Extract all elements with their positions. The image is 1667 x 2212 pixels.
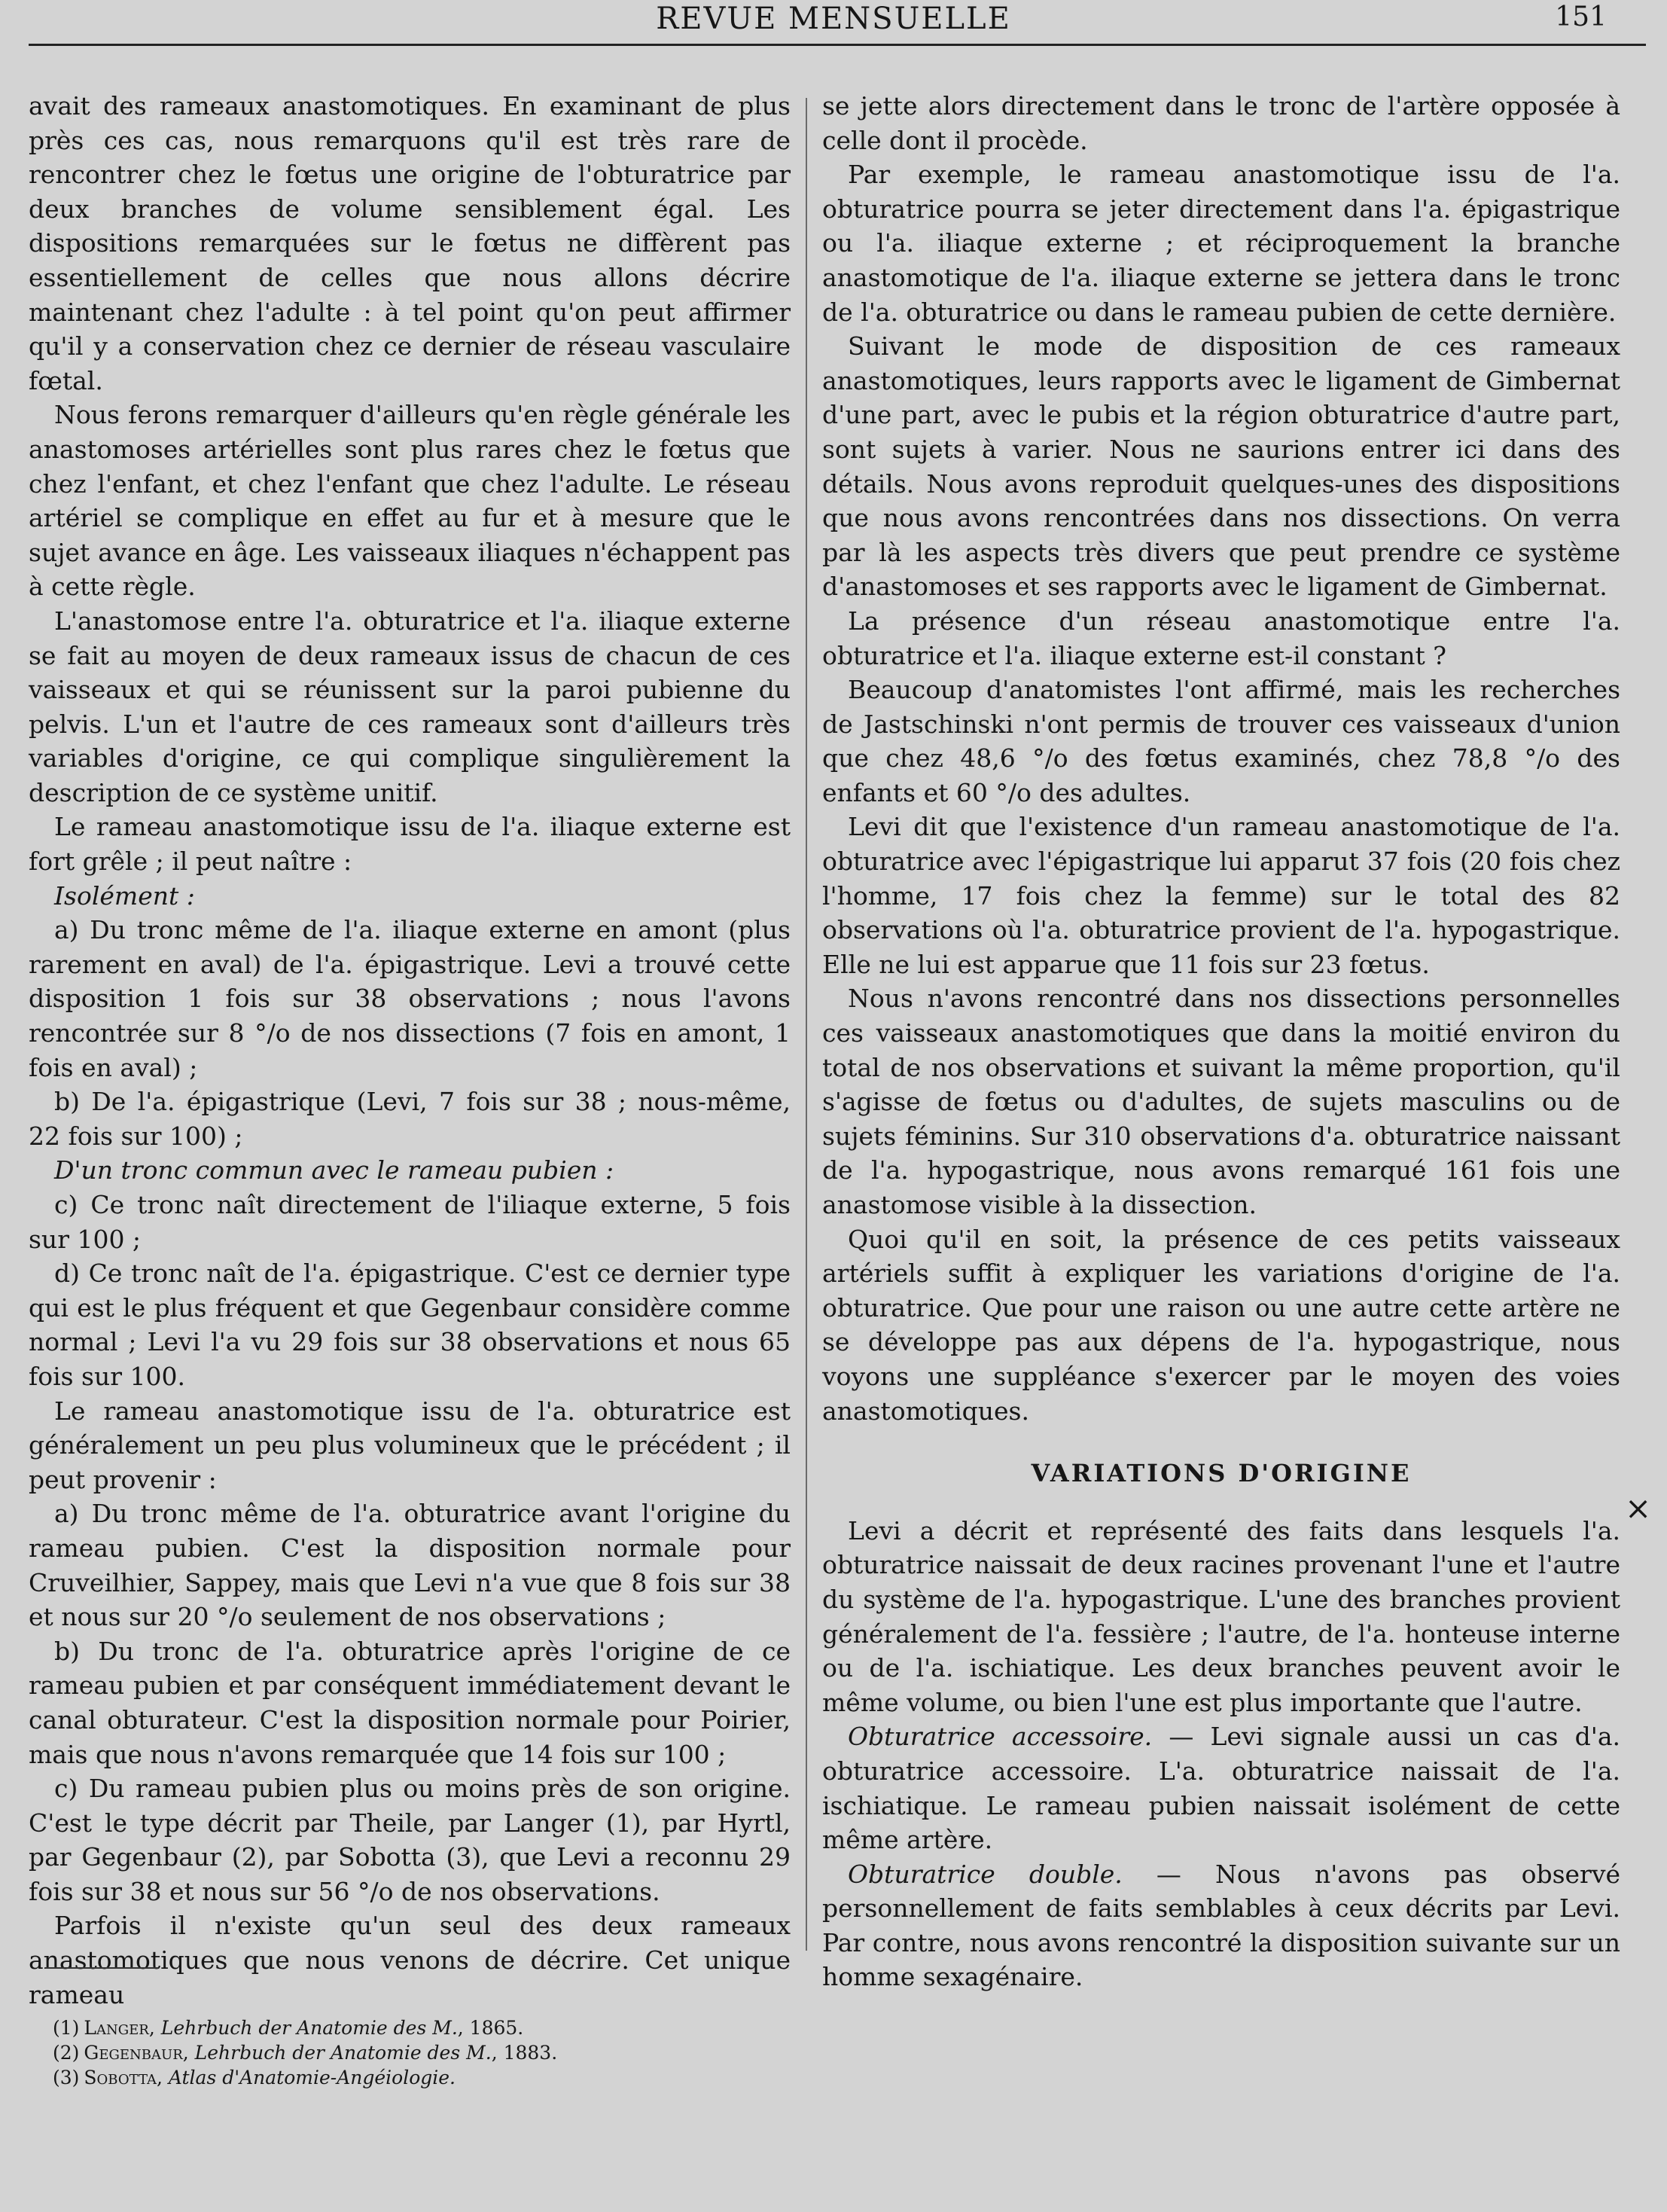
paragraph: L'anastomose entre l'a. obturatrice et l'a. iliaque externe se fait au moyen de deux rameaux issus de chacun de ces vaisseaux et qui se réunissent sur la paroi pubienne du pelvis. L'un et l'autre de ces rameaux sont d'ailleurs très variables d'origine, ce qui complique singulièrement la description de ce système unitif. — [29, 606, 791, 807]
paragraph-lead: Obturatrice double. — [848, 1859, 1123, 1889]
left-column — [29, 89, 791, 2012]
paragraph: d) Ce tronc naît de l'a. épigastrique. C'est ce dernier type qui est le plus fréquent et que Gegenbaur considère comme normal ; Levi l'a vu 29 fois sur 38 observations et nous 65 fois sur 100. — [29, 1259, 791, 1391]
paragraph: a) Du tronc même de l'a. obturatrice avant l'origine du rameau pubien. C'est la disposition normale pour Cruveilhier, Sappey, mais que Levi n'a vue que 8 fois sur 38 et nous sur 20 °/o seulement de nos observations ; — [29, 1499, 791, 1632]
footnote-year: , 1883. — [491, 2042, 558, 2064]
paragraph: Quoi qu'il en soit, la présence de ces petits vaisseaux artériels suffit à expliquer les variations d'origine de l'a. obturatrice. Que pour une raison ou une autre cette artère ne se développe pas aux dépens de l'a. hypogastrique, nous voyons une suppléance s'exercer par le moyen des voies anastomotiques. — [822, 1224, 1620, 1426]
footnote-number: (2) — [53, 2042, 80, 2064]
footnote-title: Lehrbuch der Anatomie des M. — [194, 2042, 492, 2064]
header-rule — [29, 44, 1646, 46]
paragraph: Nous n'avons rencontré dans nos dissections personnelles ces vaisseaux anastomotiques que dans la moitié environ du total de nos observations et suivant la même proportion, qu'il s'agisse de fœtus ou d'adultes, de sujets masculins ou de sujets féminins. Sur 310 observations d'a. obturatrice naissant de l'a. hypogastrique, nous avons remarqué 161 fois une anastomose visible à la dissection. — [822, 984, 1620, 1219]
paragraph: se jette alors directement dans le tronc de l'artère opposée à celle dont il procède. — [822, 91, 1620, 155]
footnote-number: (3) — [53, 2067, 80, 2088]
paragraph: c) Du rameau pubien plus ou moins près de son origine. C'est le type décrit par Theile, par Langer (1), par Hyrtl, par Gegenbaur (2), par Sobotta (3), que Levi a reconnu 29 fois sur 38 et nous sur 56 °/o de nos observations. — [29, 1774, 791, 1906]
paragraph: Suivant le mode de disposition de ces rameaux anastomotiques, leurs rapports avec le ligament de Gimbernat d'une part, avec le pubis et la région obturatrice d'autre part, sont sujets à varier. Nous ne saurions entrer ici dans des détails. Nous avons reproduit quelques-unes des dispositions que nous avons rencontrées dans nos dissections. On verra par là les aspects très divers que peut prendre ce système d'anastomoses et ses rapports avec le ligament de Gimbernat. — [822, 331, 1620, 602]
paragraph: La présence d'un réseau anastomotique entre l'a. obturatrice et l'a. iliaque externe est-il constant ? — [822, 606, 1620, 670]
paragraph: Nous ferons remarquer d'ailleurs qu'en règle générale les anastomoses artérielles sont plus rares chez le fœtus que chez l'enfant, et chez l'enfant que chez l'adulte. Le réseau artériel se complique en effet au fur et à mesure que le sujet avance en âge. Les vaisseaux iliaques n'échappent pas à cette règle. — [29, 400, 791, 602]
paragraph: Levi a décrit et représenté des faits dans lesquels l'a. obturatrice naissait de deux racines provenant l'une et l'autre du système de l'a. hypogastrique. L'une des branches provient généralement de l'a. fessière ; l'autre, de l'a. honteuse interne ou de l'a. ischiatique. Les deux branches peuvent avoir le même volume, ou bien l'une est plus importante que l'autre. — [822, 1515, 1620, 1717]
paragraph — [822, 1719, 1620, 1857]
paragraph: b) Du tronc de l'a. obturatrice après l'origine de ce rameau pubien et par conséquent immédiatement devant le canal obturateur. C'est la disposition normale pour Poirier, mais que nous n'avons remarquée que 14 fois sur 100 ; — [29, 1636, 791, 1769]
footnote-number: (1) — [53, 2017, 80, 2039]
paragraph-text: — Levi signale aussi un cas d'a. obturatrice accessoire. L'a. obturatrice naissait de l'a. ischiatique. Le rameau pubien naissait isolément de cette même artère. — [822, 1722, 1620, 1855]
section-heading: VARIATIONS D'ORIGINE — [1031, 1459, 1412, 1488]
footnote-author: Langer — [84, 2017, 149, 2039]
paragraph: Le rameau anastomotique issu de l'a. obturatrice est généralement un peu plus volumineux que le précédent ; il peut provenir : — [29, 1396, 791, 1494]
footnote-rule — [45, 1967, 158, 1969]
footnote-title: Lehrbuch der Anatomie des M. — [160, 2017, 458, 2039]
footnote-author: Gegenbaur — [84, 2042, 183, 2064]
paragraph: c) Ce tronc naît directement de l'iliaque externe, 5 fois sur 100 ; — [29, 1190, 791, 1254]
footnote-year: , 1865. — [457, 2017, 524, 2039]
paragraph: Levi dit que l'existence d'un rameau anastomotique de l'a. obturatrice avec l'épigastrique lui apparut 37 fois (20 fois chez l'homme, 17 fois chez la femme) sur le total des 82 observations où l'a. obturatrice provient de l'a. hypogastrique. Elle ne lui est apparue que 11 fois sur 23 fœtus. — [822, 812, 1620, 979]
paragraph: b) De l'a. épigastrique (Levi, 7 fois sur 38 ; nous-même, 22 fois sur 100) ; — [29, 1087, 791, 1151]
paragraph: Beaucoup d'anatomistes l'ont affirmé, mais les recherches de Jastschinski n'ont permis de trouver ces vaisseaux d'union que chez 48,6 °/o des fœtus examinés, chez 78,8 °/o des enfants et 60 °/o des adultes. — [822, 675, 1620, 807]
paragraph: a) Du tronc même de l'a. iliaque externe en amont (plus rarement en aval) de l'a. épigastrique. Levi a trouvé cette disposition 1 fois sur 38 observations ; nous l'avons rencontrée sur 8 °/o de nos dissections (7 fois en amont, 1 fois en aval) ; — [29, 915, 791, 1082]
paragraph — [822, 1857, 1620, 1994]
footnote: (2) Gegenbaur, Lehrbuch der Anatomie des M., 1883. — [53, 2042, 558, 2064]
right-column — [822, 89, 1620, 1994]
footnote: (1) Langer, Lehrbuch der Anatomie des M., 1865. — [53, 2017, 524, 2039]
footnote: (3) Sobotta, Atlas d'Anatomie-Angéiologie. — [53, 2067, 456, 2088]
paragraph: Par exemple, le rameau anastomotique issu de l'a. obturatrice pourra se jeter directement dans l'a. épigastrique ou l'a. iliaque externe ; et réciproquement la branche anastomotique de l'a. iliaque externe se jettera dans le tronc de l'a. obturatrice ou dans le rameau pubien de cette dernière. — [822, 160, 1620, 327]
column-divider — [806, 98, 807, 1951]
paragraph: avait des rameaux anastomotiques. En examinant de plus près ces cas, nous remarquons qu'il est très rare de rencontrer chez le fœtus une origine de l'obturatrice par deux branches de volume sensiblement égal. Les dispositions remarquées sur le fœtus ne diffèrent pas essentiellement de celles que nous allons décrire maintenant chez l'adulte : à tel point qu'on peut affirmer qu'il y a conservation chez ce dernier de réseau vasculaire fœtal. — [29, 91, 791, 395]
margin-mark: × — [1625, 1490, 1652, 1527]
footnotes — [53, 2015, 730, 2090]
paragraph: Parfois il n'existe qu'un seul des deux rameaux anastomotiques que nous venons de décrire. Cet unique rameau — [29, 1911, 791, 2009]
paragraph: Le rameau anastomotique issu de l'a. iliaque externe est fort grêle ; il peut naître : — [29, 812, 791, 877]
footnote-author: Sobotta — [84, 2067, 157, 2088]
running-title: REVUE MENSUELLE — [656, 2, 1011, 36]
footnote-title: Atlas d'Anatomie-Angéiologie. — [168, 2067, 456, 2088]
paragraph: Isolément : — [54, 880, 195, 911]
paragraph: D'un tronc commun avec le rameau pubien : — [54, 1155, 614, 1185]
paragraph-text: — Nous n'avons pas observé personnellement de faits semblables à ceux décrits par Levi. Par contre, nous avons rencontré la disposition suivante sur un homme sexagénaire. — [822, 1859, 1620, 1992]
running-head — [30, 0, 1637, 44]
page-number: 151 — [1555, 2, 1607, 32]
paragraph-lead: Obturatrice accessoire. — [848, 1722, 1153, 1752]
